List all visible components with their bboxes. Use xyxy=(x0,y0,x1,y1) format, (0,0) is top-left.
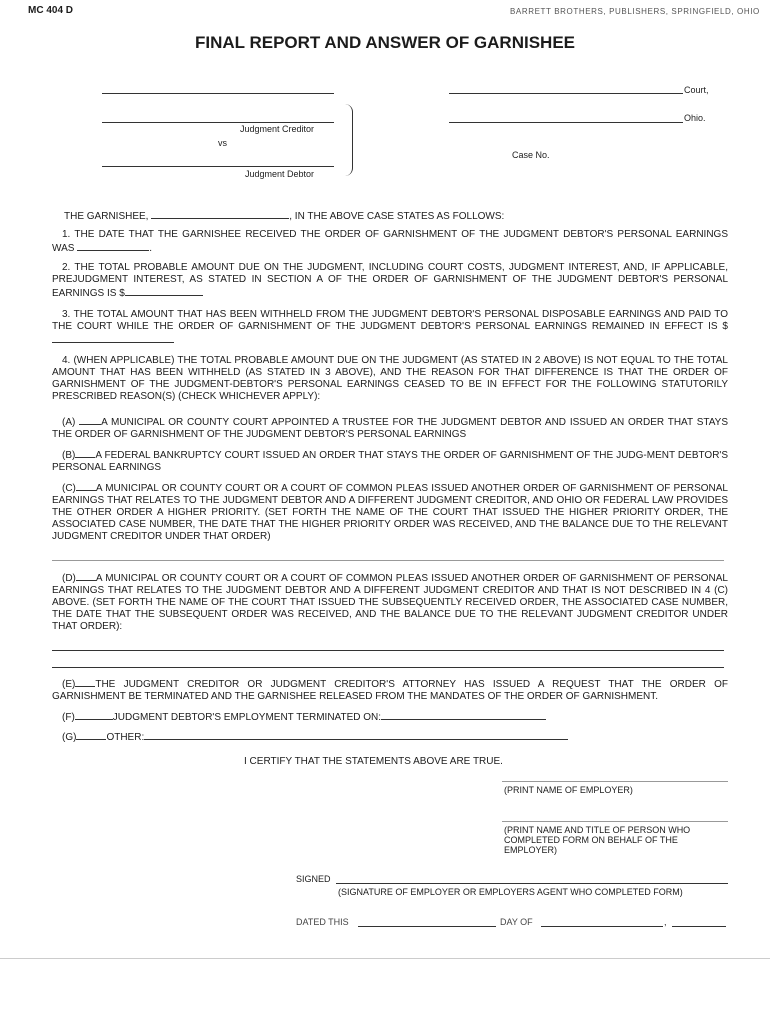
debtor-name-line[interactable] xyxy=(102,166,334,167)
signed-label: SIGNED xyxy=(296,874,331,884)
vs-label: vs xyxy=(218,138,227,148)
day-of-label: DAY OF xyxy=(500,917,533,927)
item-c-answer-line[interactable] xyxy=(52,560,724,561)
item-a-label: (A) xyxy=(62,417,76,428)
intro-line xyxy=(64,209,504,223)
form-id: MC 404 D xyxy=(28,5,74,16)
item-f-text: JUDGMENT DEBTOR'S EMPLOYMENT TERMINATED ON: xyxy=(112,712,382,723)
item-e-text: THE JUDGMENT CREDITOR OR JUDGMENT CREDITOR'S ATTORNEY HAS ISSUED A REQUEST THAT THE ORDER OF GARNISHMENT BE TERMINATED AND THE GARNISHEE RELEASED FROM THE MANDATES OF THE ORDER OF GARNISHMENT. xyxy=(52,679,728,702)
item-c-checkbox[interactable] xyxy=(76,481,96,491)
termination-date-field[interactable] xyxy=(381,710,546,720)
item-g-checkbox[interactable] xyxy=(76,730,106,740)
item-d-label: (D) xyxy=(62,573,76,584)
court-party-line[interactable] xyxy=(102,93,334,94)
item-3 xyxy=(52,309,728,347)
item-a-text: A MUNICIPAL OR COUNTY COURT APPOINTED A TRUSTEE FOR THE JUDGMENT DEBTOR AND ISSUED AN ORDER THAT STAYS THE ORDER OF GARNISHMENT OF THE JUDGMENT DEBTOR'S PERSONAL EARNINGS xyxy=(52,417,728,440)
item-d-text: A MUNICIPAL OR COUNTY COURT OR A COURT OF COMMON PLEAS ISSUED ANOTHER ORDER OF GARNISHMENT OF PERSONAL EARNINGS THAT RELATES TO THE JUDGMENT DEBTOR AND A DIFFERENT JUDGMENT CREDITOR AND THAT IS NOT DESCRIBED IN 4 (C) ABOVE. (SET FORTH THE NAME OF THE COURT THAT ISSUED THE SUBSEQUENTLY RECEIVED ORDER, THE ASSOCIATED CASE NUMBER, THE DATE THAT THE SUBSEQUENT ORDER WAS RECEIVED, AND THE BALANCE DUE TO THE RELEVANT JUDGMENT CREDITOR UNDER THAT ORDER): xyxy=(52,573,728,632)
page-title: FINAL REPORT AND ANSWER OF GARNISHEE xyxy=(195,33,575,52)
signature-caption: (SIGNATURE OF EMPLOYER OR EMPLOYERS AGENT WHO COMPLETED FORM) xyxy=(338,887,683,897)
item-f-checkbox[interactable] xyxy=(75,710,113,720)
order-received-date-field[interactable] xyxy=(77,241,149,251)
item-4: 4. (WHEN APPLICABLE) THE TOTAL PROBABLE AMOUNT DUE ON THE JUDGMENT (AS STATED IN 2 ABOVE) IS NOT EQUAL TO THE TOTAL AMOUNT THAT HAS BEEN WITHHELD (AS STATED IN 3 ABOVE), AND THE REASON FOR THAT DIFFERENCE IS THAT THE ORDER OF GARNISHMENT OF THE JUDGMENT-DEBTOR'S PERSONAL EARNINGS CEASED TO BE IN EFFECT FOR THE FOLLOWING STATUTORILY PRESCRIBED REASON(S) (CHECK WHICHEVER APPLY): xyxy=(52,355,728,402)
caption-bracket xyxy=(342,104,353,176)
total-withheld-field[interactable] xyxy=(52,333,174,343)
item-e xyxy=(52,677,728,703)
item-b xyxy=(52,448,728,474)
item-g-label: (G) xyxy=(62,732,77,743)
dated-label: DATED THIS xyxy=(296,917,349,927)
item-a xyxy=(52,415,728,441)
page-edge xyxy=(0,958,770,959)
court-name-line[interactable] xyxy=(449,93,683,94)
month-field[interactable] xyxy=(541,926,663,927)
item-b-label: (B) xyxy=(62,450,76,461)
item-3-text: 3. THE TOTAL AMOUNT THAT HAS BEEN WITHHELD FROM THE JUDGMENT DEBTOR'S PERSONAL DISPOSABLE EARNINGS AND PAID TO THE COURT WHILE THE ORDER OF GARNISHMENT OF THE JUDGMENT DEBTOR'S PERSONAL EARNINGS REMAINED IN EFFECT IS $ xyxy=(52,309,728,332)
person-name-line[interactable] xyxy=(502,821,728,822)
creditor-label: Judgment Creditor xyxy=(240,124,315,134)
item-g xyxy=(62,730,568,744)
item-d xyxy=(52,571,728,633)
item-b-text: A FEDERAL BANKRUPTCY COURT ISSUED AN ORDER THAT STAYS THE ORDER OF GARNISHMENT OF THE JUDG-MENT DEBTOR'S PERSONAL EARNINGS xyxy=(52,450,728,473)
person-name-caption: (PRINT NAME AND TITLE OF PERSON WHO COMPLETED FORM ON BEHALF OF THE EMPLOYER) xyxy=(504,825,691,855)
item-d-answer-line-1[interactable] xyxy=(52,650,724,651)
item-c-text: A MUNICIPAL OR COUNTY COURT OR A COURT OF COMMON PLEAS ISSUED ANOTHER ORDER OF GARNISHMENT OF PERSONAL EARNINGS THAT RELATES TO THE JUDGMENT DEBTOR AND A DIFFERENT JUDGMENT CREDITOR, AND OHIO OR FEDERAL LAW PROVIDES THE OTHER ORDER A HIGHER PRIORITY. (SET FORTH THE NAME OF THE COURT THAT ISSUED THE HIGHER PRIORITY ORDER, THE ASSOCIATED CASE NUMBER, THE DATE THAT THE HIGHER PRIORITY ORDER WAS RECEIVED, AND THE BALANCE DUE TO THE RELEVANT JUDGMENT CREDITOR UNDER THAT ORDER) xyxy=(52,483,728,542)
debtor-label: Judgment Debtor xyxy=(245,169,315,179)
item-f-label: (F) xyxy=(62,712,75,723)
item-d-checkbox[interactable] xyxy=(76,571,96,581)
item-1: 1. THE DATE THAT THE GARNISHEE RECEIVED THE ORDER OF GARNISHMENT OF THE JUDGMENT DEBTOR'S PERSONAL EARNINGS WAS . xyxy=(52,229,728,254)
case-no-label: Case No. xyxy=(512,150,550,160)
item-e-label: (E) xyxy=(62,679,76,690)
day-field[interactable] xyxy=(358,926,496,927)
item-d-answer-line-2[interactable] xyxy=(52,667,724,668)
employer-name-caption: (PRINT NAME OF EMPLOYER) xyxy=(504,785,633,795)
item-2 xyxy=(52,262,728,300)
item-1-text: 1. THE DATE THAT THE GARNISHEE RECEIVED THE ORDER OF GARNISHMENT OF THE JUDGMENT DEBTOR'S PERSONAL EARNINGS WAS xyxy=(52,229,728,254)
item-2-text: 2. THE TOTAL PROBABLE AMOUNT DUE ON THE JUDGMENT, INCLUDING COURT COSTS, JUDGMENT INTEREST, AND, IF APPLICABLE, PREJUDGMENT INTEREST, AS STATED IN SECTION A OF THE ORDER OF GARNISHMENT OF THE JUDGMENT DEBTOR'S PERSONAL EARNINGS IS $ xyxy=(52,262,728,299)
total-due-field[interactable] xyxy=(125,286,203,296)
creditor-name-line[interactable] xyxy=(102,122,334,123)
certification-statement: I CERTIFY THAT THE STATEMENTS ABOVE ARE TRUE. xyxy=(244,756,503,767)
publisher-name: BARRETT BROTHERS, PUBLISHERS, SPRINGFIELD, OHIO xyxy=(510,7,760,16)
item-c-label: (C) xyxy=(62,483,76,494)
item-b-checkbox[interactable] xyxy=(75,448,95,458)
employer-name-line[interactable] xyxy=(502,781,728,782)
signature-line[interactable] xyxy=(336,883,728,884)
item-c xyxy=(52,481,728,543)
court-label: Court, xyxy=(684,85,709,95)
item-g-text: OTHER: xyxy=(106,732,145,743)
intro-states-label: , IN THE ABOVE CASE STATES AS FOLLOWS: xyxy=(289,211,505,222)
state-label: Ohio. xyxy=(684,113,706,123)
item-e-checkbox[interactable] xyxy=(75,677,95,687)
item-a-checkbox[interactable] xyxy=(79,415,101,425)
intro-garnishee-label: THE GARNISHEE, xyxy=(64,211,149,222)
garnishee-name-field[interactable] xyxy=(151,209,289,219)
other-reason-field[interactable] xyxy=(144,730,568,740)
county-line[interactable] xyxy=(449,122,683,123)
item-f xyxy=(62,710,546,724)
year-field[interactable] xyxy=(672,926,726,927)
date-comma: , xyxy=(664,917,667,927)
